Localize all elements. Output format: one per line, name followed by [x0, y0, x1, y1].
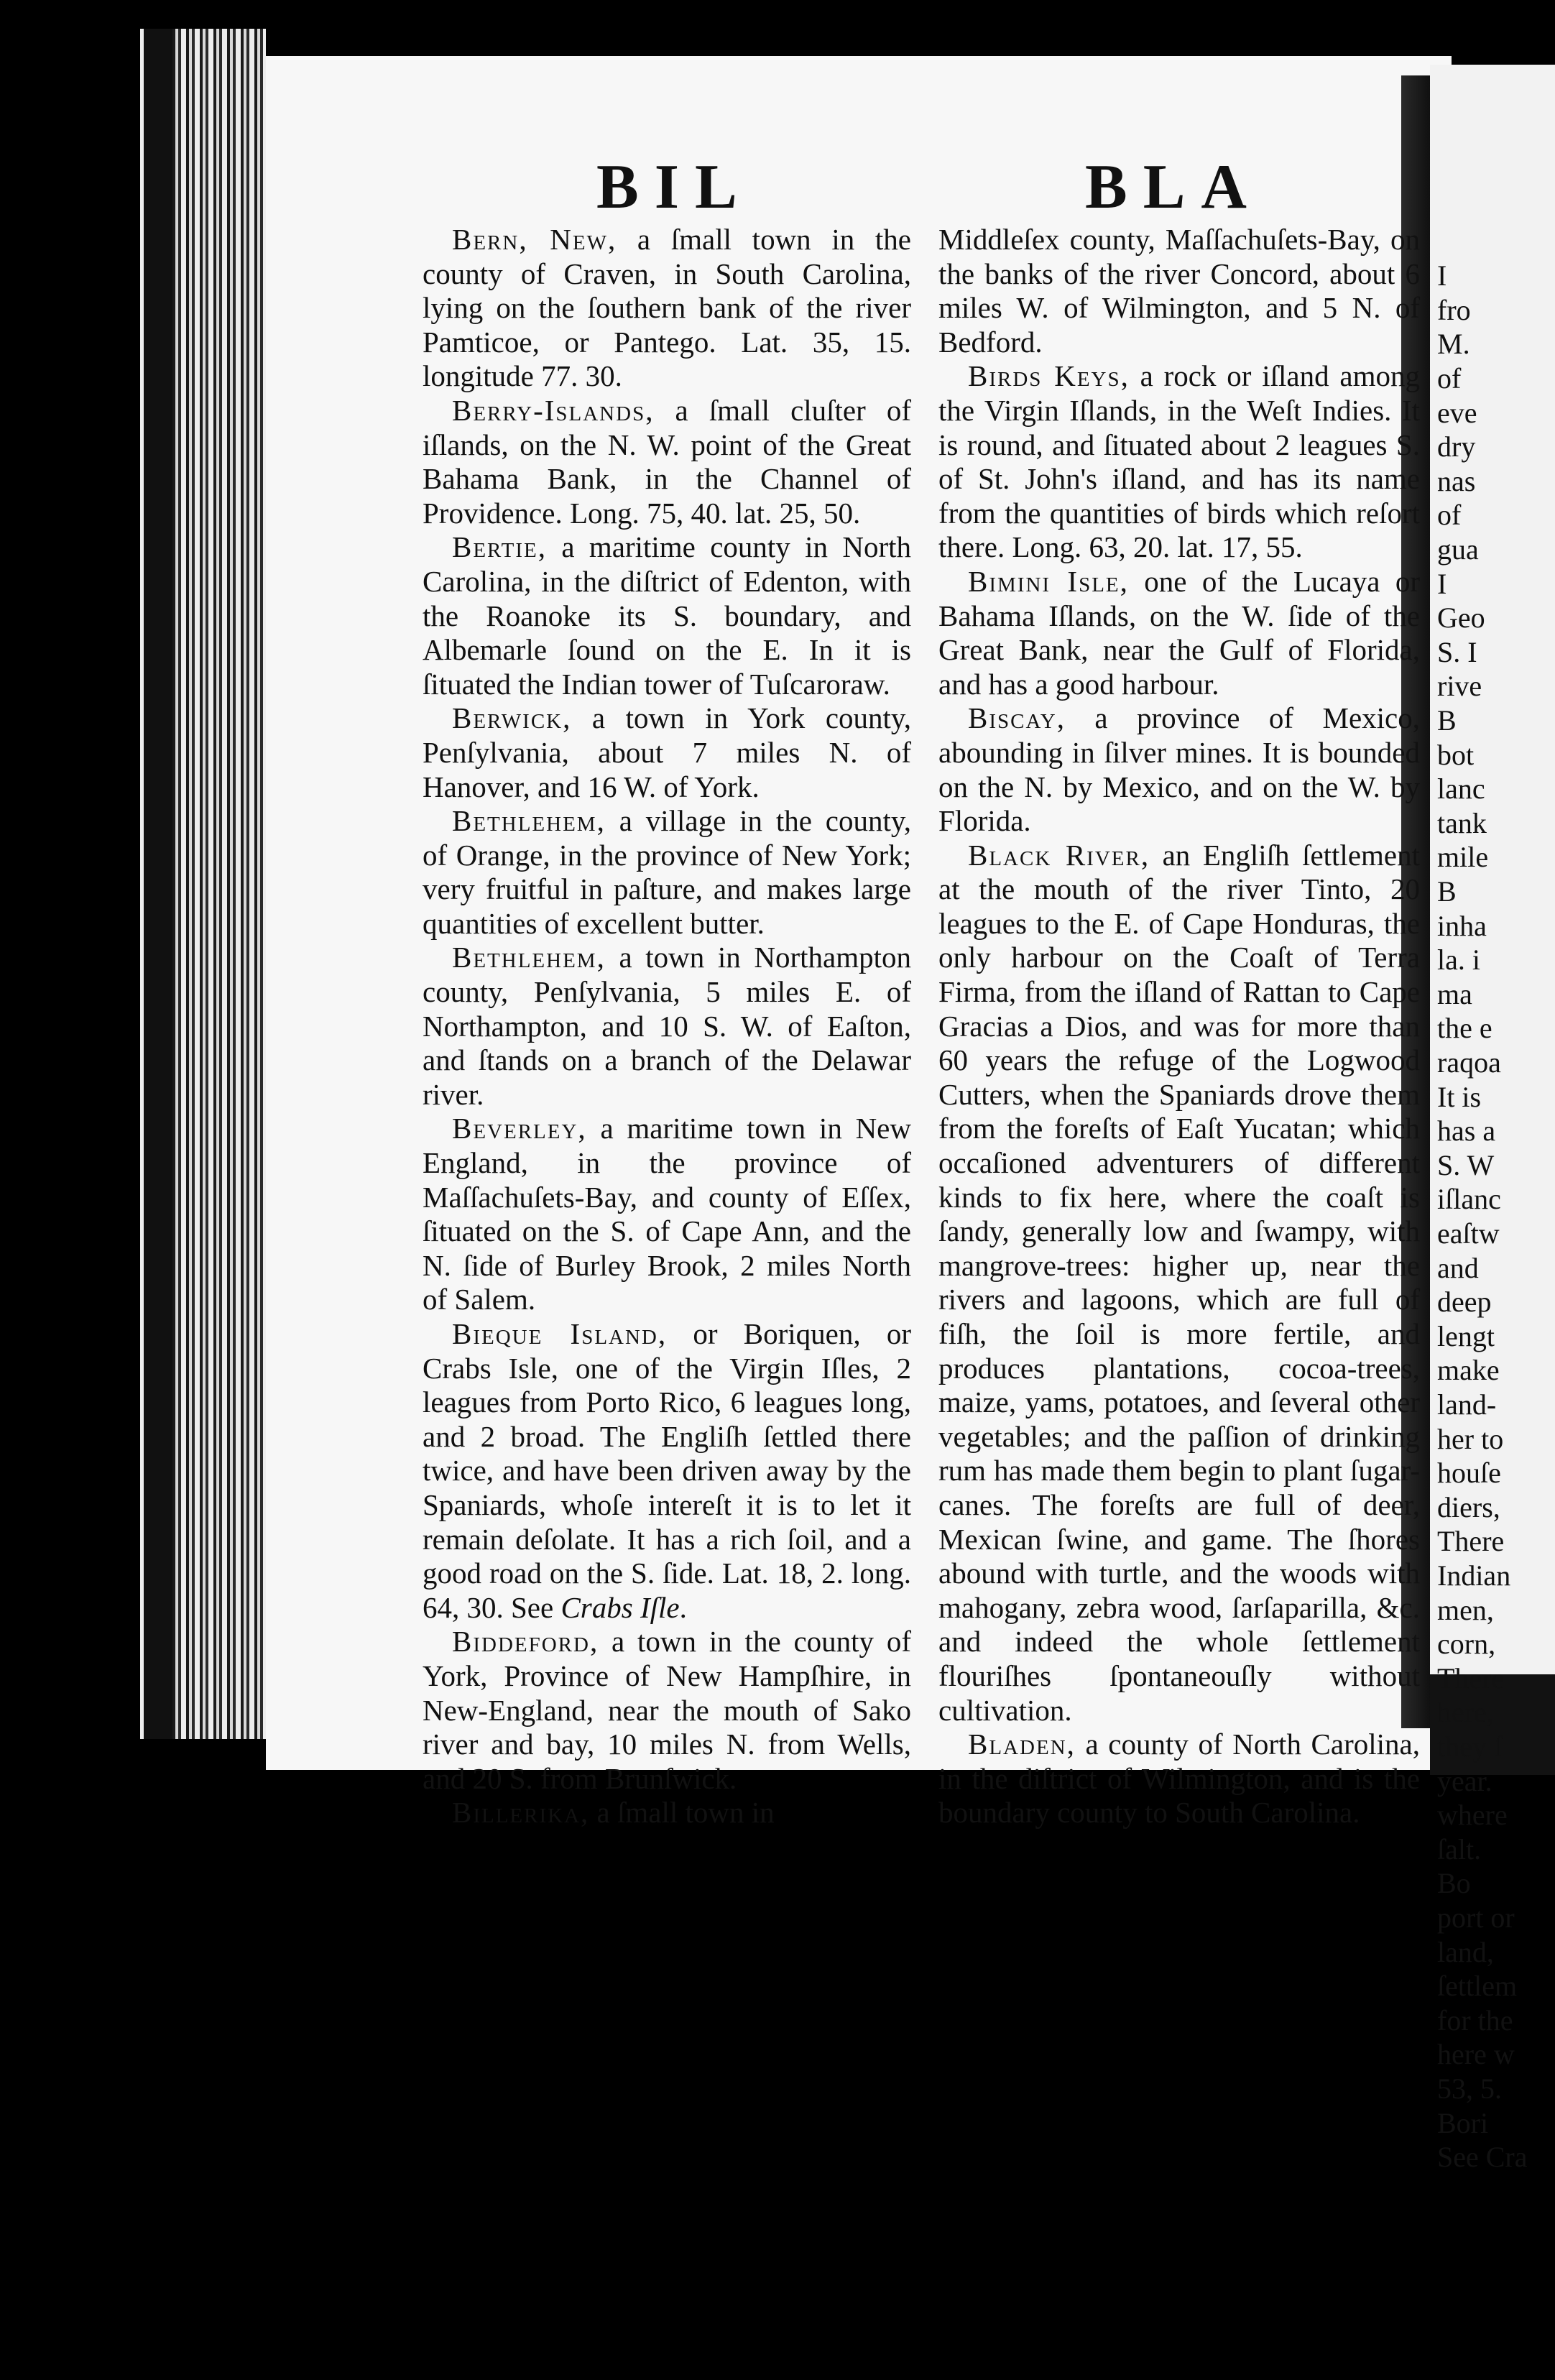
facing-page-fragment: It is — [1437, 1080, 1482, 1113]
entry-cross-reference: Crabs Iſle — [560, 1590, 680, 1624]
entry-headword: Bladen, — [968, 1728, 1076, 1761]
facing-page-fragment: fro — [1437, 293, 1471, 326]
entry-headword: Bimini Isle, — [968, 564, 1129, 598]
facing-page-fragment: raqoa — [1437, 1046, 1501, 1079]
entry-text: a province of Mexico, abounding in ſilver mines. It is bounded on the N. by Mexico, and on the W. by Florida. — [938, 701, 1420, 838]
entry-text: a town in the county of York, Province of New Hampſhire, in New-England, near the mouth of Sako river and bay, 10 miles N. from Wells, and 20 S. from Brunſwick. — [423, 1625, 911, 1795]
facing-page-fragment: corn, — [1437, 1628, 1496, 1661]
gazetteer-entry — [938, 839, 1420, 1728]
gazetteer-entry — [423, 223, 911, 394]
entry-text: or Boriquen, or Crabs Isle, one of the Virgin Iſles, 2 leagues from Porto Rico, 6 leagues long, and 2 broad. The Engliſh ſettled there twice, and have been driven away by the Spaniards, whoſe intereſt it is to let it remain deſolate. It has a rich ſoil, and a good road on the S. ſide. Lat. 18, 2. long. 64, 30. See — [423, 1317, 911, 1624]
entry-text: one of the Lucaya or Bahama Iſlands, on the W. ſide of the Great Bank, near the Gulf of Florida, and has a good harbour. — [938, 564, 1420, 701]
facing-page-fragment: the e — [1437, 1012, 1492, 1045]
entry-headword: Bethlehem, — [452, 804, 606, 838]
entry-text: a town in York county, Penſylvania, about 7 miles N. of Hanover, and 16 W. of York. — [423, 701, 911, 803]
entry-text: a ſmall town in the county of Craven, in South Carolina, lying on the ſouthern bank of the river Pamticoe, or Pantego. Lat. 35, 15. longitude 77. 30. — [423, 223, 911, 393]
entry-text: a town in Northampton county, Penſylvania, 5 miles E. of Northampton, and 10 S. W. of Eaſton, and ſtands on a branch of the Delawar river. — [423, 941, 911, 1111]
facing-page-fragment: nas — [1437, 464, 1476, 497]
entry-text: Middleſex county, Maſſachuſets-Bay, on the banks of the river Concord, about 6 miles W. of Wilmington, and 5 N. of Bedford. — [938, 223, 1420, 359]
facing-page-fragment: has a — [1437, 1115, 1496, 1148]
gazetteer-entry — [423, 1112, 911, 1317]
gazetteer-entry — [423, 394, 911, 530]
entry-headword: Berry-Islands, — [452, 393, 655, 427]
facing-page-fragment: S. I — [1437, 635, 1477, 668]
facing-page-fragment: B — [1437, 875, 1457, 908]
entry-headword: Black River, — [968, 838, 1150, 872]
facing-page-fragment: bot — [1437, 738, 1475, 771]
facing-page-fragment: her to — [1437, 1422, 1504, 1455]
facing-page-fragment: make — [1437, 1354, 1500, 1387]
gazetteer-entry — [423, 530, 911, 701]
book-cover-edge — [144, 29, 172, 1739]
running-head-right: BLA — [1085, 152, 1263, 222]
entry-text: an Engliſh ſettlement at the mouth of the river Tinto, 20 leagues to the E. of Cape Honduras, the only harbour on the Coaſt of Terra Firma, from the iſland of Rattan to Cape Gracias a Dios, and was for more than 60 years the refuge of the Logwood Cutters, when the Spaniards drove them from the foreſts of Eaſt Yucatan; which occaſioned adventurers of different kinds to fix here, where the coaſt is ſandy, generally low and ſwampy, with mangrove-trees: higher up, near the rivers and lagoons, which are full of fiſh, the ſoil is more fertile, and produces plantations, cocoa-trees, maize, yams, potatoes, and ſeveral other vegetables; and the paſſion of drinking rum has made them begin to plant ſugar-canes. The foreſts are full of deer, Mexican ſwine, and game. The ſhores abound with turtle, and the woods with mahogany, zebra wood, ſarſaparilla, &c. and indeed the whole ſettlement flouriſhes ſpontaneouſly without cultivation. — [938, 838, 1421, 1727]
entry-headword: Billerika, — [452, 1796, 590, 1830]
facing-page-fragment: B — [1437, 704, 1457, 737]
facing-page-fragment: There — [1437, 1661, 1505, 1694]
facing-page-fragment: There — [1437, 1525, 1505, 1558]
facing-page-fragment: year. — [1437, 1764, 1492, 1797]
facing-page-fragment: men, — [1437, 1593, 1494, 1626]
facing-page-fragment: Bo — [1437, 1867, 1471, 1900]
gazetteer-entry — [423, 1317, 911, 1625]
facing-page-fragment: where — [1437, 1799, 1508, 1832]
gazetteer-entry — [423, 1625, 911, 1796]
facing-page-fragment: Indian — [1437, 1559, 1511, 1592]
entry-text-end: . — [679, 1590, 687, 1624]
facing-page-fragment: of — [1437, 362, 1462, 395]
entry-headword: Bern, New, — [452, 223, 617, 256]
facing-page-fragment: iſlanc — [1437, 1183, 1501, 1216]
facing-page-fragment: Geo — [1437, 601, 1485, 635]
left-text-column — [423, 223, 911, 1830]
facing-page-fragment: they ſ — [1437, 1730, 1502, 1763]
gazetteer-entry — [938, 223, 1420, 359]
gazetteer-entry — [423, 941, 911, 1112]
entry-headword: Berwick, — [452, 701, 572, 735]
gazetteer-entry — [938, 701, 1420, 838]
facing-page-fragment: ſalt. — [1437, 1832, 1482, 1865]
facing-page-fragment: for the — [1437, 2003, 1513, 2037]
entry-text: a village in the county, of Orange, in the province of New York; very fruitful in paſture, and makes large quantities of excellent butter. — [423, 804, 911, 940]
entry-headword: Bieque Island, — [452, 1317, 668, 1350]
facing-page-fragment: la. i — [1437, 944, 1480, 977]
entry-text: a ſmall cluſter of iſlands, on the N. W. point of the Great Bahama Bank, in the Channel of Providence. Long. 75, 40. lat. 25, 50. — [423, 393, 911, 530]
facing-page-fragment: inha — [1437, 909, 1487, 942]
facing-page-fragment: Bori — [1437, 2106, 1489, 2139]
facing-page-fragment: land, — [1437, 1935, 1494, 1968]
gazetteer-entry — [938, 1728, 1420, 1830]
facing-page-fragment: deep — [1437, 1286, 1492, 1319]
facing-page-fragment: mile — [1437, 841, 1489, 874]
running-head-left: BIL — [596, 152, 753, 222]
entry-text: a maritime town in New England, in the province of Maſſachuſets-Bay, and county of Eſſex, ſituated on the S. of Cape Ann, and the N. ſide of Burley Brook, 2 miles North of Salem. — [423, 1112, 911, 1316]
facing-page-fragment: gua — [1437, 533, 1479, 566]
facing-page-fragment: and — [1437, 1251, 1479, 1284]
facing-page-fragment: rive — [1437, 670, 1482, 703]
right-text-column — [938, 223, 1420, 1830]
gazetteer-entry — [938, 359, 1420, 565]
entry-headword: Biddeford, — [452, 1625, 599, 1659]
facing-page-fragment: tank — [1437, 806, 1487, 839]
facing-page-fragment: ma — [1437, 977, 1472, 1010]
entry-text: a ſmall town in — [589, 1796, 775, 1830]
facing-page-fragment: See Cra — [1437, 2141, 1528, 2174]
facing-page-fragment: I — [1437, 567, 1447, 600]
facing-page-fragment: eaſtw — [1437, 1217, 1500, 1250]
entry-headword: Birds Keys, — [968, 359, 1130, 393]
entry-text: a maritime county in North Carolina, in the diſtrict of Edenton, with the Roanoke its S. boundary, and Albemarle ſound on the E. In it is ſituated the Indian tower of Tuſcaroraw. — [423, 530, 911, 701]
entry-headword: Bertie, — [452, 530, 547, 564]
facing-page-fragment: diers, — [1437, 1490, 1500, 1523]
facing-page-fragment: lanc — [1437, 772, 1485, 806]
facing-page-fragment: S. W — [1437, 1148, 1495, 1181]
gazetteer-entry — [423, 804, 911, 941]
gazetteer-entry — [423, 1796, 911, 1830]
facing-page-fragment: I — [1437, 259, 1447, 292]
entry-headword: Bethlehem, — [452, 941, 606, 974]
facing-page-fragment: here, — [1437, 1696, 1494, 1729]
facing-page-fragment: here w — [1437, 2038, 1515, 2071]
facing-page-fragment: dry — [1437, 430, 1476, 463]
facing-page-fragment: ſettlem — [1437, 1970, 1518, 2003]
facing-page-fragment: port or — [1437, 1901, 1515, 1934]
facing-page-fragment: of — [1437, 499, 1462, 532]
entry-headword: Beverley, — [452, 1112, 587, 1145]
facing-page-fragment: eve — [1437, 396, 1477, 429]
facing-page-fragment: land- — [1437, 1388, 1497, 1421]
facing-page-fragment: 53, 5. — [1437, 2072, 1502, 2105]
gazetteer-entry — [423, 701, 911, 804]
facing-page-fragment: M. — [1437, 328, 1470, 361]
entry-text: a county of North Carolina, in the diſtrict of Wilmington, and is the boundary county to South Carolina. — [938, 1728, 1420, 1830]
facing-page-fragment: houſe — [1437, 1457, 1501, 1490]
entry-text: a rock or iſland among the Virgin Iſlands, in the Weſt Indies. It is round, and ſituated about 2 leagues S. of St. John's iſland, and has its name from the quantities of birds which reſort there. Long. 63, 20. lat. 17, 55. — [938, 359, 1420, 564]
gazetteer-entry — [938, 565, 1420, 701]
entry-headword: Biscay, — [968, 701, 1066, 735]
facing-page-fragment: lengt — [1437, 1319, 1495, 1352]
